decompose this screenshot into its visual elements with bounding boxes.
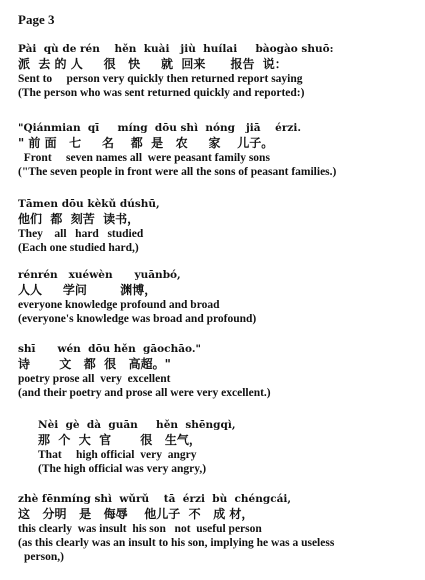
- gloss-line: everyone knowledge profound and broad: [18, 299, 220, 311]
- gloss-line: poetry prose all very excellent: [18, 373, 171, 385]
- translation-line: (The person who was sent returned quickly and reported:): [18, 87, 305, 99]
- passage-block-7: [18, 492, 334, 564]
- gloss-line: Sent to person very quickly then returned report saying: [18, 73, 303, 85]
- translation-line: (Each one studied hard,): [18, 242, 139, 254]
- passage-block-1: [18, 42, 333, 100]
- pinyin-line: zhè fēnmíng shì wǔrǔ tā érzi bù chéngcái,: [18, 493, 292, 505]
- translation-line: ("The seven people in front were all the sons of peasant families.): [18, 166, 337, 178]
- translation-line: (The high official was very angry,): [38, 463, 207, 475]
- translation-line: (and their poetry and prose all were very excellent.): [18, 387, 271, 399]
- gloss-line: this clearly was insult his son not useful person: [18, 523, 262, 535]
- gloss-line: They all hard studied: [18, 228, 144, 240]
- hanzi-line: 人人 学问 渊博，: [18, 283, 157, 297]
- hanzi-line: 诗 文 都 很 高超。": [18, 357, 171, 371]
- pinyin-line: rénrén xuéwèn yuānbó,: [18, 269, 181, 281]
- gloss-line: That high official very angry: [38, 449, 197, 461]
- pinyin-line: Nèi gè dà guān hěn shēngqì,: [38, 419, 236, 431]
- pinyin-line: Tāmen dōu kèkǔ dúshū,: [18, 198, 160, 210]
- pinyin-line: "Qiánmian qī míng dōu shì nóng jiā érzi.: [18, 122, 301, 134]
- gloss-line: Front seven names all were peasant family sons: [18, 152, 270, 164]
- hanzi-line: 他们 都 刻苦 读书，: [18, 212, 140, 226]
- translation-line-continued: person,): [24, 551, 64, 563]
- hanzi-line: 派 去 的 人 很 快 就 回来 报告 说：: [18, 57, 287, 71]
- translation-line: (everyone's knowledge was broad and profound): [18, 313, 257, 325]
- translation-line: (as this clearly was an insult to his son, implying he was a useless: [18, 537, 335, 549]
- passage-block-6: [38, 418, 236, 476]
- pinyin-line: shī wén dōu hěn gāochāo.": [18, 343, 201, 355]
- passage-block-5: [18, 342, 271, 400]
- hanzi-line: 这 分明 是 侮辱 他儿子 不 成 材，: [18, 507, 254, 521]
- pinyin-line: Pài qù de rén hěn kuài jiù huílai bàogào shuō:: [18, 43, 334, 55]
- page-number: Page 3: [18, 12, 55, 27]
- passage-block-4: [18, 268, 256, 326]
- hanzi-line: 那 个 大 官 很 生气，: [38, 433, 201, 447]
- passage-block-3: [18, 197, 160, 255]
- hanzi-line: " 前 面 七 名 都 是 农 家 儿子。: [18, 136, 274, 150]
- passage-block-2: [18, 121, 336, 179]
